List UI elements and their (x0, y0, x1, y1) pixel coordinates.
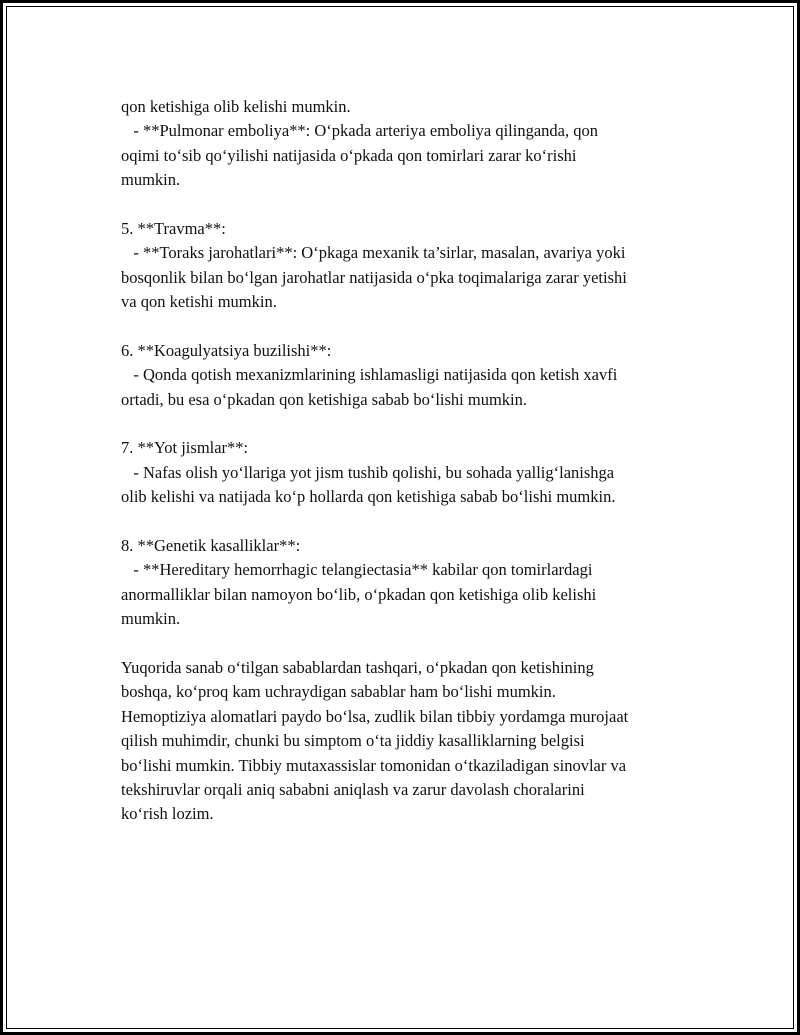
paragraph-spacer (121, 412, 701, 436)
text-line: Hemoptiziya alomatlari paydo bo‘lsa, zudlik bilan tibbiy yordamga murojaat (121, 706, 629, 726)
text-line: anormalliklar bilan namoyon bo‘lib, o‘pkadan qon ketishiga olib kelishi (121, 584, 597, 604)
section-heading: 6. **Koagulyatsiya buzilishi**: (121, 340, 332, 360)
text-line: va qon ketishi mumkin. (121, 292, 277, 312)
paragraph-section-6-koagulyatsiya (121, 339, 701, 412)
paragraph-section-7-yot-jismlar (121, 436, 701, 509)
section-heading: 8. **Genetik kasalliklar**: (121, 536, 301, 556)
text-line: - Qonda qotish mexanizmlarining ishlamasligi natijasida qon ketish xavfi (121, 365, 618, 385)
text-line: olib kelishi va natijada ko‘p hollarda qon ketishiga sabab bo‘lishi mumkin. (121, 487, 616, 507)
paragraph-intro-tail (121, 95, 701, 193)
paragraph-section-8-genetik (121, 534, 701, 632)
text-line: qilish muhimdir, chunki bu simptom o‘ta jiddiy kasalliklarning belgisi (121, 731, 585, 751)
text-line: Yuqorida sanab o‘tilgan sabablardan tashqari, o‘pkadan qon ketishining (121, 657, 594, 677)
text-line: ko‘rish lozim. (121, 804, 214, 824)
section-heading: 7. **Yot jismlar**: (121, 438, 249, 458)
text-line: tekshiruvlar orqali aniq sababni aniqlash va zarur davolash choralarini (121, 779, 585, 799)
paragraph-spacer (121, 193, 701, 217)
paragraph-section-5-travma (121, 217, 701, 315)
text-line: - **Pulmonar emboliya**: O‘pkada arteriya emboliya qilinganda, qon (121, 121, 599, 141)
text-line: ortadi, bu esa o‘pkadan qon ketishiga sabab bo‘lishi mumkin. (121, 389, 528, 409)
text-line: - Nafas olish yo‘llariga yot jism tushib qolishi, bu sohada yallig‘lanishga (121, 462, 615, 482)
text-line: mumkin. (121, 170, 181, 190)
text-line: - **Toraks jarohatlari**: O‘pkaga mexanik ta’sirlar, masalan, avariya yoki (121, 243, 626, 263)
text-line: oqimi to‘sib qo‘yilishi natijasida o‘pkada qon tomirlari zarar ko‘rishi (121, 145, 577, 165)
text-line: boshqa, ko‘proq kam uchraydigan sabablar ham bo‘lishi mumkin. (121, 682, 556, 702)
paragraph-spacer (121, 632, 701, 656)
text-line: mumkin. (121, 609, 181, 629)
paragraph-conclusion (121, 656, 701, 827)
document-body (121, 95, 701, 827)
paragraph-spacer (121, 510, 701, 534)
paragraph-spacer (121, 315, 701, 339)
text-line: bosqonlik bilan bo‘lgan jarohatlar natijasida o‘pka toqimalariga zarar yetishi (121, 267, 627, 287)
section-heading: 5. **Travma**: (121, 218, 226, 238)
text-line: bo‘lishi mumkin. Tibbiy mutaxassislar tomonidan o‘tkaziladigan sinovlar va (121, 755, 627, 775)
text-line: qon ketishiga olib kelishi mumkin. (121, 97, 351, 116)
text-line: - **Hereditary hemorrhagic telangiectasia** kabilar qon tomirlardagi (121, 560, 593, 580)
